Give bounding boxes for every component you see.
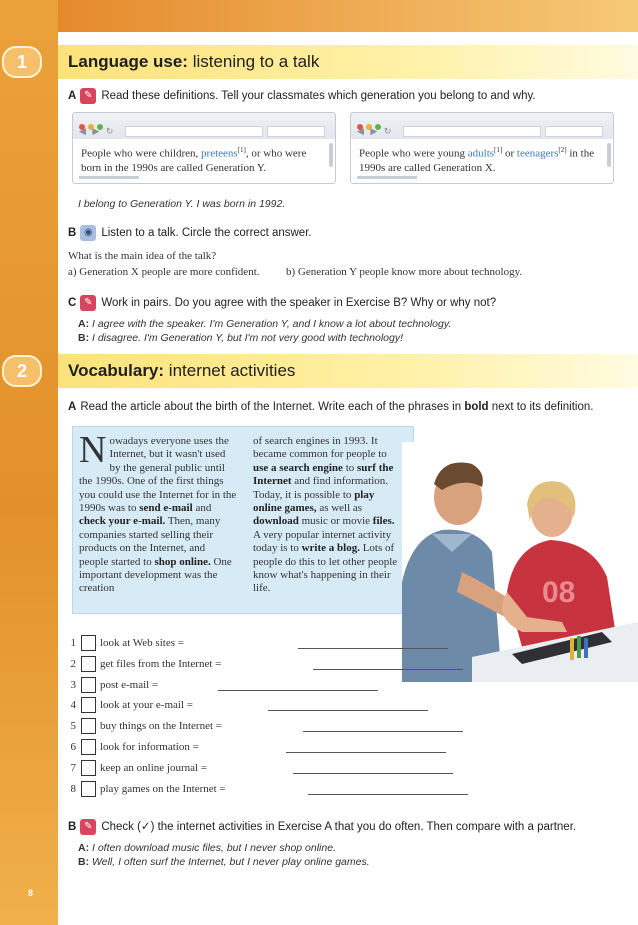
article-text: music or movie: [298, 515, 373, 528]
browser-window-2: [350, 112, 614, 184]
item-number: 6: [70, 741, 76, 753]
dialogue-line-a-2b: A: I often download music files, but I never shop online.: [78, 842, 336, 854]
section-1-title: Language use: listening to a talk: [68, 52, 320, 71]
dialogue-line-b-2b: B: Well, I often surf the Internet, but I never play online games.: [78, 856, 370, 868]
article-text: owadays everyone uses the Internet, but it wasn't used by the general public until the 1990s. One of the first things you could use the Internet for in the 1990s was to: [79, 435, 237, 515]
drop-cap: N: [79, 429, 107, 471]
item-number: 2: [70, 657, 76, 670]
item-number: 1: [70, 637, 76, 649]
section-1-header: [16, 45, 638, 79]
bold-phrase: download: [253, 515, 299, 528]
answer-line[interactable]: [286, 752, 446, 753]
section-2-header: [16, 354, 638, 388]
task-1b-instruction: B ◉ Listen to a talk. Circle the correct answer.: [68, 227, 312, 240]
article-text: to: [342, 461, 357, 474]
article-column-1: [79, 429, 237, 596]
item-definition: look at Web sites =: [100, 637, 184, 649]
task-2b-instruction: B ✎ Check (✓) the internet activities in Exercise A that you do often. Then compare with a partner.: [68, 821, 577, 834]
bold-phrase: shop online.: [154, 555, 211, 568]
answer-line[interactable]: [313, 669, 463, 670]
search-bar: [267, 126, 325, 137]
item-number: 5: [70, 720, 76, 733]
item-checkbox[interactable]: [81, 697, 96, 713]
article-box: [72, 426, 414, 614]
definition-generation-y: People who were children, preteens[1], or who were born in the 1990s are called Generation Y.: [81, 146, 307, 174]
item-definition: keep an online journal =: [100, 761, 208, 774]
article-text: of search engines in 1993. It became common for people to: [253, 435, 387, 461]
item-definition: post e-mail =: [100, 678, 159, 691]
browser-window-1: [72, 112, 336, 184]
item-checkbox[interactable]: [81, 760, 96, 776]
speech-icon: ✎: [80, 819, 96, 835]
item-checkbox[interactable]: [81, 656, 96, 672]
status-strip: [79, 176, 139, 179]
task-1c-instruction: C ✎ Work in pairs. Do you agree with the speaker in Exercise B? Why or why not?: [68, 297, 497, 310]
dialogue-line-b: B: I disagree. I'm Generation Y, but I'm not very good with technology!: [78, 332, 404, 344]
speech-icon: ✎: [80, 295, 96, 311]
section-1-number: 1: [2, 46, 42, 78]
article-text: as well as: [316, 502, 363, 515]
item-number: 4: [70, 699, 76, 712]
browser-nav-icons: ◀ ▶ ↻: [357, 126, 394, 136]
answer-line[interactable]: [298, 648, 448, 649]
bold-phrase: write a blog.: [301, 542, 360, 555]
search-bar: [545, 126, 603, 137]
bold-phrase: surf the Internet: [253, 461, 394, 488]
item-number: 8: [70, 782, 76, 795]
article-text: A very popular internet activity today is to: [253, 528, 392, 555]
example-sentence-1a: I belong to Generation Y. I was born in 1992.: [78, 198, 286, 210]
answer-line[interactable]: [268, 710, 428, 711]
address-bar: [403, 126, 541, 137]
item-number: 3: [70, 678, 76, 691]
page-number: 8: [28, 888, 34, 898]
scrollbar: [607, 143, 611, 167]
bold-phrase: files.: [372, 515, 395, 528]
task-1b-question: What is the main idea of the talk?: [68, 250, 217, 262]
bold-phrase: check your e-mail.: [79, 515, 166, 528]
item-definition: look for information =: [100, 741, 199, 753]
article-column-2: [253, 435, 403, 596]
item-checkbox[interactable]: [81, 718, 96, 734]
article-text: and: [192, 502, 212, 515]
item-definition: get files from the Internet =: [100, 657, 222, 670]
article-text: One important development was the creation: [79, 555, 232, 595]
item-number: 7: [70, 761, 76, 774]
item-checkbox[interactable]: [81, 677, 96, 693]
item-definition: play games on the Internet =: [100, 782, 226, 795]
answer-line[interactable]: [293, 773, 453, 774]
answer-line[interactable]: [303, 731, 463, 732]
item-checkbox[interactable]: [81, 635, 96, 651]
cd-audio-icon: ◉: [80, 225, 96, 241]
section-2-title: Vocabulary: internet activities: [68, 361, 296, 380]
scrollbar: [329, 143, 333, 167]
photo-students-computer: [402, 442, 638, 682]
status-strip: [357, 176, 417, 179]
item-definition: buy things on the Internet =: [100, 720, 222, 733]
bold-phrase: use a search engine: [253, 461, 343, 474]
article-text: Then, many companies started selling their products on the Internet, and people started to: [79, 515, 221, 568]
bold-phrase: send e-mail: [139, 502, 193, 515]
page: [16, 32, 638, 925]
task-2a-instruction: A Read the article about the birth of the Internet. Write each of the phrases in bold next to its definition.: [68, 401, 594, 413]
dialogue-line-a: A: I agree with the speaker. I'm Generation Y, and I know a lot about technology.: [78, 318, 452, 330]
left-margin: [0, 0, 58, 925]
item-definition: look at your e-mail =: [100, 699, 193, 712]
task-1b-option-a[interactable]: a) Generation X people are more confident.: [68, 266, 260, 278]
section-2-number: 2: [2, 355, 42, 387]
speech-icon: ✎: [80, 88, 96, 104]
article-text: Lots of people do this to let other people know what's happening in their life.: [253, 542, 398, 595]
article-text: and find information. Today, it is possible to: [253, 475, 389, 501]
browser-nav-icons: ◀ ▶ ↻: [79, 126, 116, 136]
bold-phrase: play online games,: [253, 488, 375, 515]
item-checkbox[interactable]: [81, 739, 96, 755]
definition-generation-x: People who were young adults[1] or teenagers[2] in the 1990s are called Generation X.: [359, 146, 595, 174]
task-1a-instruction: A ✎ Read these definitions. Tell your classmates which generation you belong to and why.: [68, 90, 536, 103]
answer-line[interactable]: [218, 690, 378, 691]
top-band: [58, 0, 638, 32]
answer-line[interactable]: [308, 794, 468, 795]
address-bar: [125, 126, 263, 137]
task-1b-option-b[interactable]: b) Generation Y people know more about technology.: [286, 266, 523, 278]
svg-text:08: 08: [542, 576, 576, 609]
item-checkbox[interactable]: [81, 781, 96, 797]
